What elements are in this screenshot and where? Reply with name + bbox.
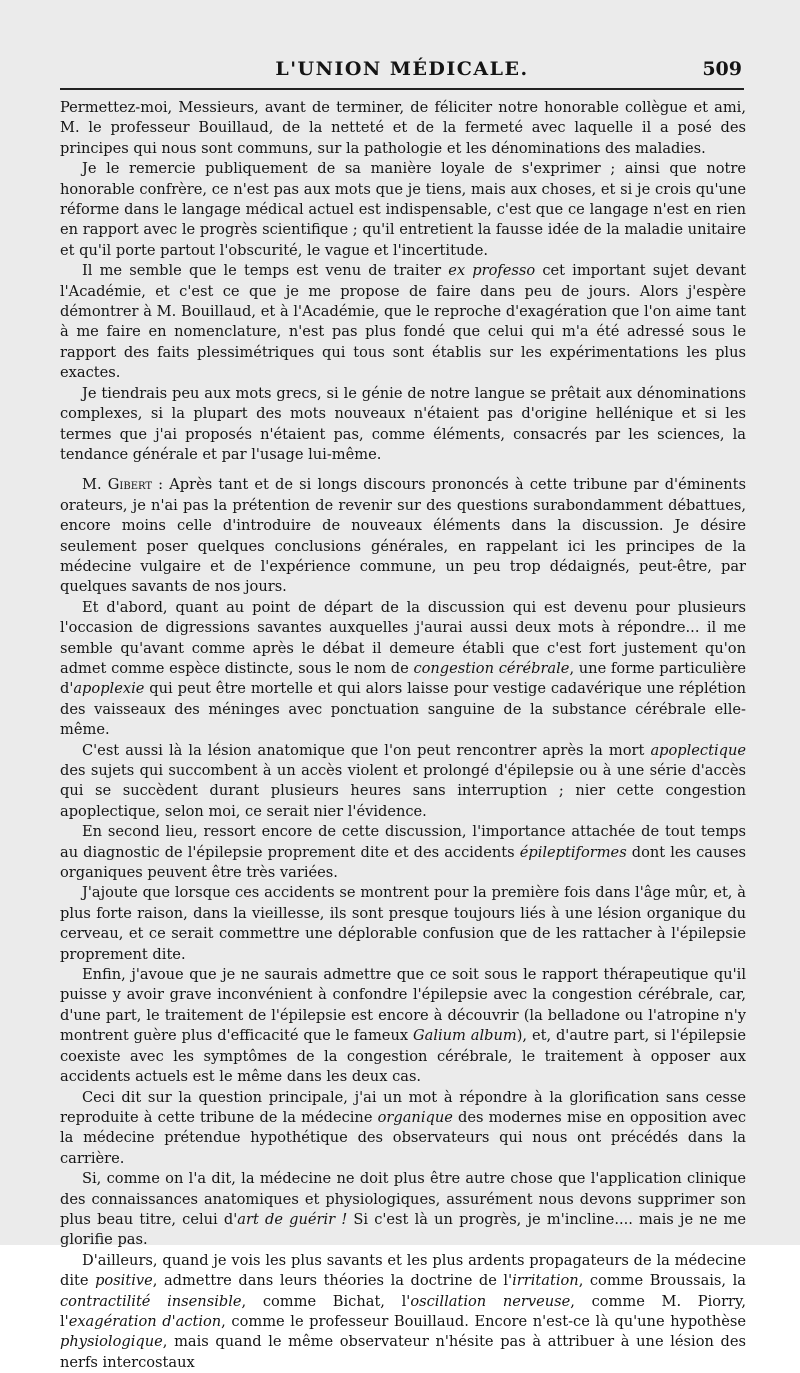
speaker-name: M. Gibert : [82,476,164,494]
body-text [60,98,746,1373]
paragraph-3: Il me semble que le temps est venu de traiter ex professo cet important sujet devant l'Académie, et c'est ce que je me propose de faire dans peu de jours. Alors j'espère démontrer à M. Bouillaud, et à l'Académie, que le reproche d'exagération que l'on aime tant à me faire en nomenclature, n'est pas plus fondé que celui qui m'a été adressé sous le rapport des faits plessimétriques qui tous sont établis sur les expérimentations les plus exactes. [60,262,746,382]
paragraph-10: Enfin, j'avoue que je ne saurais admettre que ce soit sous le rapport thérapeutique qu'il puisse y avoir grave inconvénient à confondre l'épilepsie avec la congestion cérébrale, car, d'une part, le traitement de l'épilepsie est encore à découvrir (la belladone ou l'atropine n'y montrent guère plus d'efficacité que le fameux Galium album), et, d'autre part, si l'épilepsie coexiste avec les symptômes de la congestion cérébrale, le traitement à opposer aux accidents actuels est le même dans les deux cas. [60,966,746,1086]
paragraph-11: Ceci dit sur la question principale, j'ai un mot à répondre à la glorification sans cesse reproduite à cette tribune de la médecine organique des modernes mise en opposition avec la médecine prétendue hypothétique des observateurs qui nous ont précédés dans la carrière. [60,1088,746,1167]
paragraph-5: M. Gibert : Après tant et de si longs discours prononcés à cette tribune par d'éminents orateurs, je n'ai pas la prétention de revenir sur des questions surabondamment débattues, encore moins celle d'introduire de nouveaux éléments dans la discussion. Je désire seulement poser quelques conclusions générales, en rappelant ici les principes de la médecine vulgaire et de l'expérience commune, un peu trop dédaignés, peut-être, par quelques savants de nos jours. [60,476,746,596]
paragraph-2: Je le remercie publiquement de sa manière loyale de s'exprimer ; ainsi que notre honorable confrère, ce n'est pas aux mots que je tiens, mais aux choses, et si je crois qu'une réforme dans le langage médical actuel est indispensable, c'est que ce langage n'est en rien en rapport avec le progrès scientifique ; qu'il entretient la fausse idée de la maladie unitaire et qu'il porte partout l'obscurité, le vague et l'incertitude. [60,160,746,259]
paragraph-13: D'ailleurs, quand je vois les plus savants et les plus ardents propagateurs de la médecine dite positive, admettre dans leurs théories la doctrine de l'irritation, comme Broussais, la contractilité insensible, comme Bichat, l'oscillation nerveuse, comme M. Piorry, l'exagération d'action, comme le professeur Bouillaud. Encore n'est-ce là qu'une hypothèse physiologique, mais quand le même observateur n'hésite pas à attribuer à une lésion des nerfs intercostaux [60,1251,746,1371]
running-title: L'UNION MÉDICALE. [275,58,529,80]
paragraph-4: Je tiendrais peu aux mots grecs, si le génie de notre langue se prêtait aux dénominations complexes, si la plupart des mots nouveaux n'étaient pas d'origine hellénique et si les termes que j'ai proposés n'étaient pas, comme éléments, consacrés par les sciences, la tendance générale et par l'usage lui-même. [60,384,746,463]
paragraph-12: Si, comme on l'a dit, la médecine ne doit plus être autre chose que l'application clinique des connaissances anatomiques et physiologiques, assurément nous devons supprimer son plus beau titre, celui d'art de guérir ! Si c'est là un progrès, je m'incline.... mais je ne me glorifie pas. [60,1170,746,1249]
paragraph-9: J'ajoute que lorsque ces accidents se montrent pour la première fois dans l'âge mûr, et, à plus forte raison, dans la vieillesse, ils sont presque toujours liés à une lésion organique du cerveau, et ce serait commettre une déplorable confusion que de les rattacher à l'épilepsie proprement dite. [60,884,746,963]
paragraph-8: En second lieu, ressort encore de cette discussion, l'importance attachée de tout temps au diagnostic de l'épilepsie proprement dite et des accidents épileptiformes dont les causes organiques peuvent être très variées. [60,823,747,882]
page-header [62,58,742,86]
paragraph-6: Et d'abord, quant au point de départ de la discussion qui est devenu pour plusieurs l'occasion de digressions savantes auxquelles j'aurai aussi deux mots à répondre... il me semble qu'avant comme après le débat il demeure établi que c'est fort justement qu'on admet comme espèce distincte, sous le nom de congestion cérébrale, une forme particulière d'apoplexie qui peut être mortelle et qui alors laisse pour vestige cadavérique une réplétion des vaisseaux des méninges avec ponctuation sanguine de la substance cérébrale elle-même. [60,598,746,739]
paragraph-1: Permettez-moi, Messieurs, avant de terminer, de féliciter notre honorable collègue et ami, M. le professeur Bouillaud, de la netteté et de la fermeté avec laquelle il a posé des principes qui nous sont communs, sur la pathologie et les dénominations des maladies. [60,99,746,157]
header-rule [60,88,744,90]
page-number: 509 [702,58,742,80]
paragraph-7: C'est aussi là la lésion anatomique que l'on peut rencontrer après la mort apoplectique des sujets qui succombent à un accès violent et prolongé d'épilepsie ou à une série d'accès qui se succèdent durant plusieurs heures sans interruption ; nier cette congestion apoplectique, selon moi, ce serait nier l'évidence. [60,741,746,820]
